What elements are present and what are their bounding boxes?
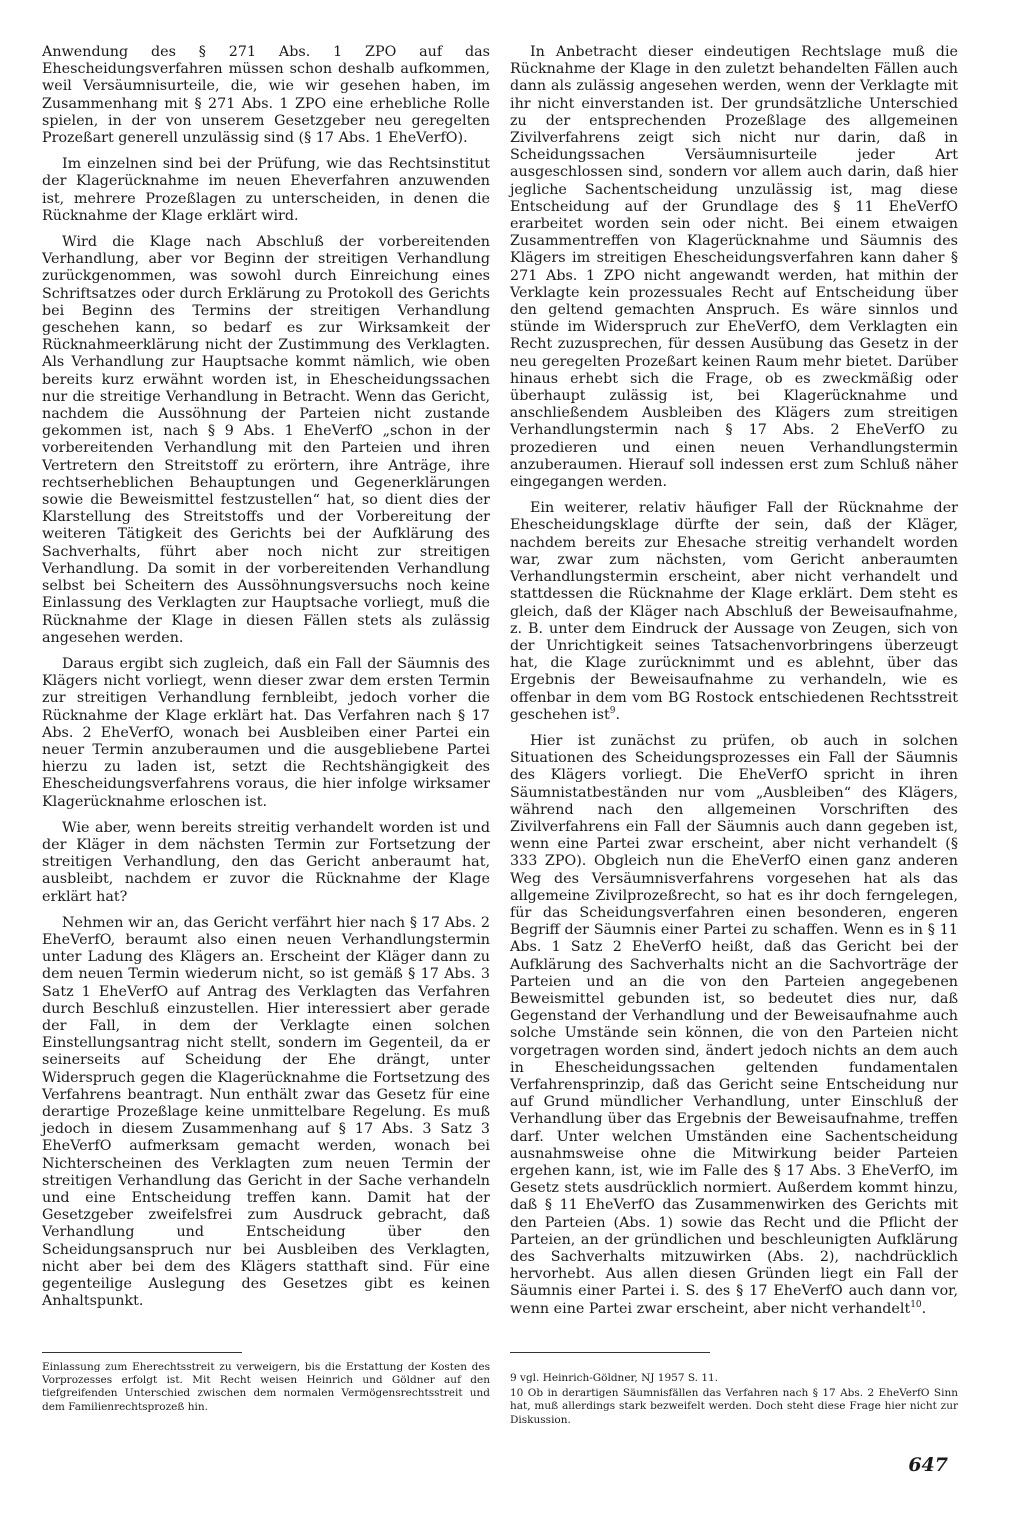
left-paragraph-6: Nehmen wir an, das Gericht verfährt hier nach § 17 Abs. 2 EheVerfO, beraumt also einen neuen Verhandlungstermin unter Ladung des Klägers an. Erscheint der Kläger dann zu dem neuen Termin wiederum nicht, so ist gemäß § 17 Abs. 3 Satz 1 EheVerfO auf Antrag des Verklagten das Verfahren durch Beschluß einzustellen. Hier interessiert aber gerade der Fall, in dem der Verklagte einen solchen Einstellungsantrag nicht stellt, sondern im Gegenteil, da er seinerseits auf Scheidung der Ehe drängt, unter Widerspruch gegen die Klagerücknahme die Fortsetzung des Verfahrens beantragt. Nun enthält zwar das Gesetz für eine derartige Prozeßlage keine unmittelbare Regelung. Es muß jedoch in diesem Zusammenhang auf § 17 Abs. 3 Satz 3 EheVerfO aufmerksam gemacht werden, wonach bei Nichterscheinen des Verklagten zum neuen Termin der streitigen Verhandlung das Gericht in der Sache verhandeln und eine Entscheidung treffen kann. Damit hat der Gesetzgeber zweifelsfrei zum Ausdruck gebracht, daß Verhandlung und Entscheidung über den Scheidungsanspruch nur bei Ausbleiben des Verklagten, nicht aber bei dem des Klägers statthaft sind. Für eine gegenteilige Auslegung des Gesetzes gibt es keinen Anhaltspunkt. [42,914,490,1310]
footnote-divider-right [510,1352,710,1353]
footnote-ref-9[interactable]: 9 [609,705,616,716]
footnote-right [510,1372,958,1429]
left-column [42,44,490,1319]
left-paragraph-5: Wie aber, wenn bereits streitig verhandelt worden ist und der Kläger in dem nächsten Termin zur Fortsetzung der streitigen Verhandlung, den das Gericht anberaumt hat, ausbleibt, nachdem er zuvor die Rücknahme der Klage erklärt hat? [42,819,490,905]
left-paragraph-1: Anwendung des § 271 Abs. 1 ZPO auf das Ehescheidungsverfahren müssen schon deshalb aufkommen, weil Versäumnisurteile, die, wie wir gesehen haben, im Zusammenhang mit § 271 Abs. 1 ZPO eine erhebliche Rolle spielen, in der von unserem Gesetzgeber neu geregelten Prozeßart generell unzulässig sind (§ 17 Abs. 1 EheVerfO). [42,44,490,147]
footnote-continuation: Einlassung zum Eherechtsstreit zu verweigern, bis die Erstattung der Kosten des Vorprozesses erfolgt ist. Mit Recht weisen Heinrich und Göldner auf den tiefgreifenden Unterschied zwischen dem normalen Vermögensrechtsstreit und dem Familienrechtsprozeß hin. [42,1361,490,1413]
footnote-10: 10 Ob in derartigen Säumnisfällen das Verfahren nach § 17 Abs. 2 EheVerfO Sinn hat, muß allerdings stark bezweifelt werden. Doch steht diese Frage hier nicht zur Diskussion. [510,1387,958,1426]
right-paragraph-2-text: Ein weiterer, relativ häufiger Fall der Rücknahme der Ehescheidungsklage dürfte der sein, daß der Kläger, nachdem bereits zur Ehesache streitig verhandelt worden war, zwar zum nächsten, vom Gericht anberaumten Verhandlungstermin erscheint, aber nicht verhandelt und stattdessen die Rücknahme der Klage erklärt. Dem steht es gleich, daß der Kläger nach Abschluß der Beweisaufnahme, z. B. unter dem Eindruck der Aussage von Zeugen, sich von der Unrichtigkeit seines Tatsachenvorbringens überzeugt hat, die Klage zurücknimmt und es ablehnt, über das Ergebnis der Beweisaufnahme zu verhandeln, wie es offenbar in dem vom BG Rostock entschiedenen Rechtsstreit geschehen ist [510,500,958,723]
right-paragraph-2-end: . [615,706,620,723]
footnote-divider-left [42,1352,242,1353]
footnote-left [42,1361,490,1416]
right-column [510,44,958,1327]
left-paragraph-2: Im einzelnen sind bei der Prüfung, wie das Rechtsinstitut der Klagerücknahme im neuen Eheverfahren anzuwenden ist, mehrere Prozeßlagen zu unterscheiden, in denen die Rücknahme der Klage erklärt wird. [42,156,490,224]
left-paragraph-4: Daraus ergibt sich zugleich, daß ein Fall der Säumnis des Klägers nicht vorliegt, wenn dieser zwar dem ersten Termin zur streitigen Verhandlung fernbleibt, jedoch vorher die Rücknahme der Klage erklärt hat. Das Verfahren nach § 17 Abs. 2 EheVerfO, wonach bei Ausbleiben einer Partei ein neuer Termin anzuberaumen und die ausgebliebene Partei hierzu zu laden ist, setzt die Rechtshängigkeit des Ehescheidungsverfahrens voraus, die hier infolge wirksamer Klagerücknahme erloschen ist. [42,655,490,810]
right-paragraph-3 [510,733,958,1318]
right-paragraph-2 [510,500,958,724]
right-paragraph-1: In Anbetracht dieser eindeutigen Rechtslage muß die Rücknahme der Klage in den zuletzt behandelten Fällen auch dann als zulässig angesehen werden, wenn der Verklagte mit ihr nicht einverstanden ist. Der grundsätzliche Unterschied zu der entsprechenden Prozeßlage des allgemeinen Zivilverfahrens zeigt sich nicht nur darin, daß in Scheidungssachen Versäumnisurteile jeder Art ausgeschlossen sind, sondern vor allem auch darin, daß hier jegliche Sachentscheidung unzulässig ist, mag diese Entscheidung auf der Grundlage des § 11 EheVerfO erarbeitet worden sein oder nicht. Bei einem etwaigen Zusammentreffen von Klagerücknahme und Säumnis des Klägers im streitigen Ehescheidungsverfahren kann daher § 271 Abs. 1 ZPO nicht angewandt werden, hat mithin der Verklagte kein prozessuales Recht auf Entscheidung über den geltend gemachten Anspruch. Es wäre sinnlos und stünde im Widerspruch zur EheVerfO, dem Verklagten ein Recht zuzusprechen, für dessen Ausübung das Gesetz in der neu geregelten Prozeßart keinen Raum mehr bietet. Darüber hinaus erhebt sich die Frage, ob es zweckmäßig oder überhaupt zulässig ist, bei Klagerücknahme und anschließendem Ausbleiben des Klägers zum streitigen Verhandlungstermin nach § 17 Abs. 2 EheVerfO zu prozedieren und einen neuen Verhandlungstermin anzuberaumen. Hierauf soll indessen erst zum Schluß näher eingegangen werden. [510,44,958,491]
footnote-ref-10[interactable]: 10 [910,1299,922,1310]
page-number: 647 [908,1454,948,1476]
right-paragraph-3-text: Hier ist zunächst zu prüfen, ob auch in solchen Situationen des Scheidungsprozesses ein Fall der Säumnis des Klägers vorliegt. Die EheVerfO spricht in ihren Säumnistatbeständen nur vom „Ausbleiben“ des Klägers, während nach den allgemeinen Vorschriften des Zivilverfahrens ein Fall der Säumnis auch dann gegeben ist, wenn eine Partei zwar erscheint, aber nicht verhandelt (§ 333 ZPO). Obgleich nun die EheVerfO einen ganz anderen Weg des Versäumnisverfahrens vorgesehen hat als das allgemeine Zivilprozeßrecht, so hat es ihr doch ferngelegen, für das Scheidungsverfahren einen besonderen, engeren Begriff der Säumnis einer Partei zu schaffen. Wenn es in § 11 Abs. 1 Satz 2 EheVerfO heißt, daß das Gericht bei der Aufklärung des Sachverhalts nicht an die Sachvorträge der Parteien und an die von den Parteien angegebenen Beweismittel gebunden ist, so bedeutet dies nur, daß Gegenstand der Verhandlung und der Beweisaufnahme auch solche Umstände sein können, die von den Parteien nicht vorgetragen worden sind, ändert jedoch nichts an dem auch in Ehescheidungssachen geltenden fundamentalen Verfahrensprinzip, daß das Gericht seine Entscheidung nur auf Grund mündlicher Verhandlung, unter Einschluß der Verhandlung über das Ergebnis der Beweisaufnahme, treffen darf. Unter welchen Umständen eine Sachentscheidung ausnahmsweise ohne die Mitwirkung beider Parteien ergehen kann, ist, wie im Falle des § 17 Abs. 3 EheVerfO, im Gesetz stets ausdrücklich normiert. Außerdem kommt hinzu, daß § 11 EheVerfO das Zusammenwirken des Gerichts mit den Parteien (Abs. 1) sowie das Recht und die Pflicht der Parteien, an der gründlichen und beschleunigten Aufklärung des Sachverhalts mitzuwirken (Abs. 2), nachdrücklich hervorhebt. Aus allen diesen Gründen liegt ein Fall der Säumnis einer Partei i. S. des § 17 EheVerfO auch dann vor, wenn eine Partei zwar erscheint, aber nicht verhandelt [510,732,958,1317]
left-paragraph-3: Wird die Klage nach Abschluß der vorbereitenden Verhandlung, aber vor Beginn der streitigen Verhandlung zurückgenommen, was sowohl durch Einreichung eines Schriftsatzes oder durch Erklärung zu Protokoll des Gerichts bei Beginn des Termins der streitigen Verhandlung geschehen kann, so bedarf es zur Wirksamkeit der Rücknahmeerklärung nicht der Zustimmung des Verklagten. Als Verhandlung zur Hauptsache kommt nämlich, wie oben bereits kurz erwähnt worden ist, in Ehescheidungssachen nur die streitige Verhandlung in Betracht. Wenn das Gericht, nachdem die Aussöhnung der Parteien nicht zustande gekommen ist, nach § 9 Abs. 1 EheVerfO „schon in der vorbereitenden Verhandlung mit den Parteien und ihren Vertretern den Streitstoff zu erörtern, ihre Anträge, ihre rechtserheblichen Behauptungen und Gegenerklärungen sowie die Beweismittel festzustellen“ hat, so dient dies der Klarstellung des Streitstoffs und der Vorbereitung der weiteren Tätigkeit des Gerichts bei der Aufklärung des Sachverhalts, führt aber noch nicht zur streitigen Verhandlung. Da somit in der vorbereitenden Verhandlung selbst bei Scheitern des Aussöhnungsversuchs noch keine Einlassung des Verklagten zur Hauptsache vorliegt, muß die Rücknahme der Klage in diesen Fällen stets als zulässig angesehen werden. [42,234,490,646]
footnote-9: 9 vgl. Heinrich-Göldner, NJ 1957 S. 11. [510,1372,719,1384]
right-paragraph-3-end: . [921,1300,927,1317]
